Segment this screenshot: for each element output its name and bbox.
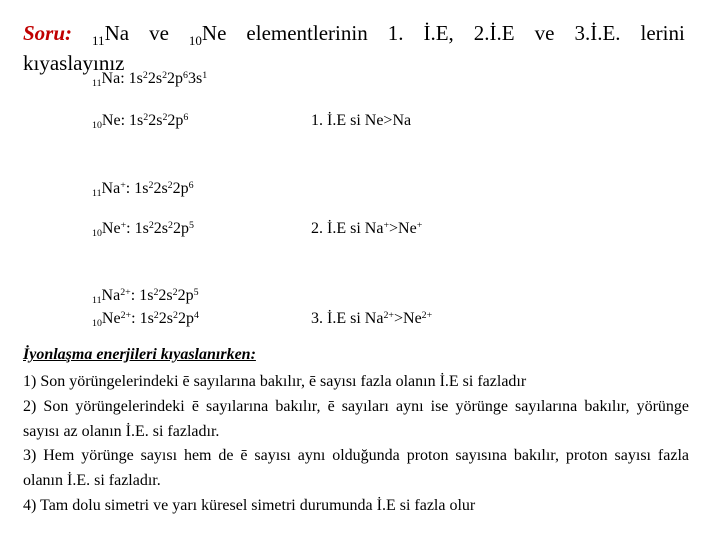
electron-count: 2 [168,219,173,231]
orbital: 2s [148,112,163,129]
orbital: 1s [128,70,143,87]
orbital: 2p [172,220,189,237]
element-symbol: Ne [101,112,121,129]
electron-count: 2 [153,286,159,298]
orbital: 2s [153,220,169,237]
electron-count: 2 [172,309,178,321]
neon-symbol: Ne [201,21,227,45]
element-symbol: Ne [101,220,121,237]
rules-heading: İyonlaşma enerjileri kıyaslanırken: [23,346,256,363]
result-prefix: 3. İ.E si [311,310,365,327]
orbital: 2p [167,70,184,87]
electron-count: 2 [167,179,173,191]
electron-count: 2 [142,69,148,81]
question-line-2: kıyaslayınız [23,51,125,75]
element-symbol: Ne [101,310,121,327]
ion-charge: + [120,219,127,231]
element-symbol: Na [101,70,121,87]
orbital: 1s [134,220,149,237]
orbital: 2p [167,112,184,129]
rule-4: 4) Tam dolu simetri ve yarı küresel simetri durumunda İ.E si fazla olur [23,497,476,514]
question-word: 2.İ.E [473,21,515,45]
ion-charge: + [383,219,390,231]
config-ne-2plus: $_{10}Ne^{2+}$: $1s^22s^22p^4$ [92,309,199,330]
ion-charge: + [416,219,423,231]
element-symbol: Na [101,287,121,304]
atomic-number: 11 [92,188,102,200]
orbital: 1s [139,310,154,327]
question-word: 3.İ.E. [574,21,621,45]
orbital: 2s [158,310,173,327]
sodium-symbol: Na [104,21,130,45]
orbital: 1s [134,180,149,197]
orbital: 2s [153,180,168,197]
electron-count: 6 [188,179,194,191]
atomic-number: 10 [92,318,102,330]
question-word: elementlerinin [246,21,368,45]
orbital: 3s [187,70,203,87]
electron-count: 2 [162,111,168,123]
result-first-ie: 1. İ.E si Ne>Na [311,112,412,129]
electron-count: 6 [183,111,189,123]
electron-count: 2 [143,111,149,123]
electron-count: 2 [153,309,159,321]
rule-2: 2) Son yörüngelerindeki ē sayılarına bakılır, ē sayıları aynı ise yörünge sayılarına bakılır, yörünge sayısı az olanın İ.E. si fazladır. [23,398,689,440]
ion-symbol: Na [364,220,384,237]
sodium-atomic-number: 11 [92,32,105,48]
rule-3: 3) Hem yörünge sayısı hem de ē sayısı aynı olduğunda proton sayısına bakılır, proton sayısı fazla olanın İ.E. si fazladır. [23,447,689,489]
rule-1: 1) Son yörüngelerindeki ē sayılarına bakılır, ē sayısı fazla olanın İ.E si fazladır [23,373,527,390]
ion-charge: 2+ [120,309,132,321]
config-na-2plus: $_{11}Na^{2+}$: $1s^22s^22p^5$ [92,286,199,307]
orbital: 2p [177,287,194,304]
electron-count: 2 [148,219,154,231]
config-ne: $_{10}$Ne: $1s^22s^22p^6$ [92,111,189,132]
question-word: 1. [387,21,404,45]
question-conjunction: ve [149,21,169,45]
orbital: 2s [147,70,163,87]
electron-count: 2 [172,286,178,298]
electron-count: 2 [162,69,168,81]
orbital: 2p [177,310,194,327]
electron-count: 4 [193,309,199,321]
question-line-1 [23,18,685,48]
atomic-number: 10 [92,228,102,240]
electron-count: 5 [193,286,199,298]
electron-count: 2 [148,179,154,191]
orbital: 1s [129,112,144,129]
ion-symbol: Na [364,310,384,327]
ion-symbol: >Ne [389,220,417,237]
config-na: $_{11}$Na: $1s^22s^22p^63s^1$ [92,69,208,90]
atomic-number: 10 [92,120,102,132]
electron-count: 6 [183,69,188,81]
electron-count: 1 [202,69,208,81]
question-label: Soru: [23,21,73,45]
question-word: İ.E, [423,21,454,45]
ion-charge: 2+ [421,309,433,321]
element-symbol: Na [101,180,121,197]
question [23,18,685,78]
result-second-ie [311,220,422,238]
ion-charge: + [120,179,126,191]
config-ne-plus: $_{10}$Ne+: $1s^22s^22p^5$ [92,219,194,240]
ion-charge: 2+ [120,286,131,298]
orbital: 2p [172,180,189,197]
orbital: 2s [158,287,173,304]
result-third-ie [311,310,432,328]
config-na-plus: $_{11}$Na+: $1s^22s^22p^6$ [92,179,194,200]
atomic-number: 11 [92,78,102,90]
ion-charge: 2+ [383,309,394,321]
question-word: lerini [640,21,685,45]
neon-atomic-number: 10 [188,32,202,48]
ion-symbol: >Ne [393,310,422,327]
result-prefix: 2. İ.E si [311,220,365,237]
question-word: ve [534,21,555,45]
electron-count: 5 [188,219,194,231]
atomic-number: 11 [92,295,102,307]
orbital: 1s [139,287,154,304]
